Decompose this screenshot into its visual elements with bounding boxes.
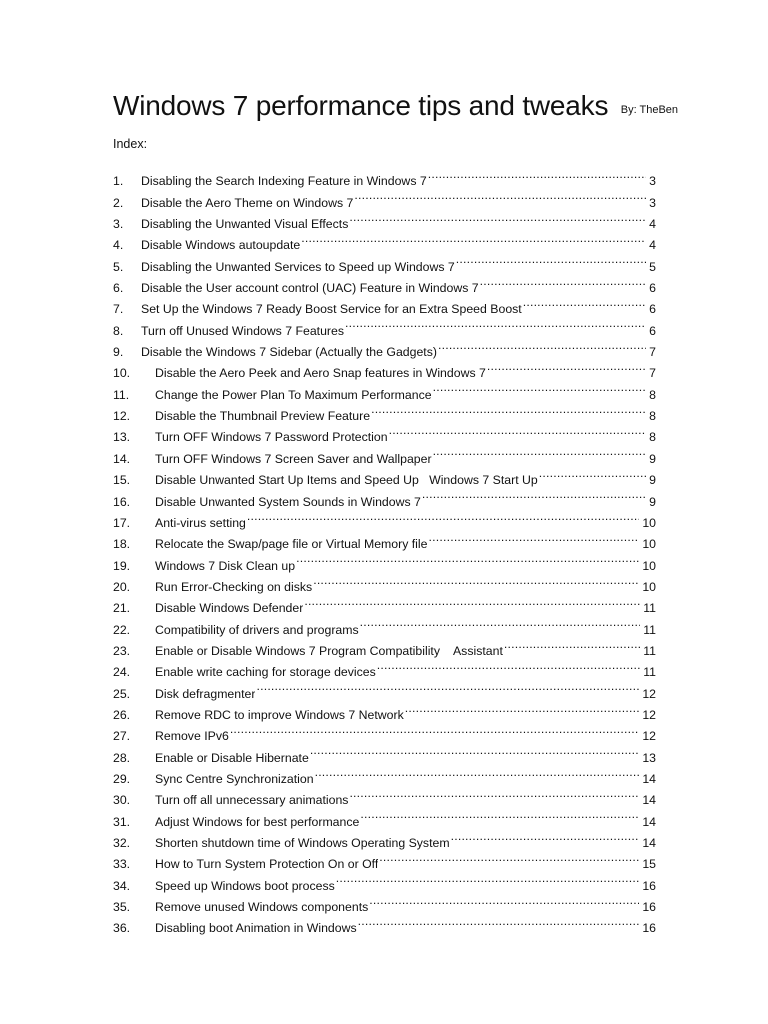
toc-entry-title: Turn OFF Windows 7 Screen Saver and Wallpaper [155,451,432,466]
toc-entry-title: Disable the Windows 7 Sidebar (Actually the Gadgets) [141,345,437,360]
toc-entry-number: 28. [113,750,131,765]
toc-entry-title: Disable the Aero Theme on Windows 7 [141,195,354,210]
table-of-contents [113,164,656,936]
toc-entry-page-number: 6 [649,323,656,338]
toc-entry-number: 9. [113,345,124,360]
toc-entry-title: Disable Unwanted System Sounds in Windows 7 [155,494,421,509]
toc-entry-title: Run Error-Checking on disks [155,579,313,594]
toc-entry-number: 10. [113,366,131,381]
toc-entry-number: 11. [113,387,130,402]
toc-entry-number: 31. [113,814,131,829]
toc-entry-number: 1. [113,174,124,189]
toc-entry-title: Remove IPv6 [155,729,229,744]
toc-entry-number: 14. [113,451,131,466]
toc-entry-number: 29. [113,771,131,786]
toc-entry-number: 18. [113,537,131,552]
toc-entry-page-number: 10 [642,515,656,530]
toc-entry-title: Enable or Disable Hibernate [155,750,309,765]
toc-dot-leader [539,463,646,484]
toc-entry-page-number: 11 [643,643,656,658]
toc-entry-page-number: 7 [649,366,656,381]
toc-dot-leader [296,548,639,569]
toc-entry-page-number: 9 [649,451,656,466]
toc-entry-title: Turn off all unnecessary animations [155,793,349,808]
title-line [113,90,678,122]
toc-entry-title: Set Up the Windows 7 Ready Boost Service for an Extra Speed Boost [141,302,522,317]
toc-dot-leader [369,890,639,911]
toc-entry-title: Compatibility of drivers and programs [155,622,359,637]
toc-dot-leader [304,591,640,612]
toc-entry-number: 8. [113,323,124,338]
toc-dot-leader [360,804,639,825]
toc-entry-number: 30. [113,793,131,808]
toc-entry-page-number: 16 [642,878,656,893]
toc-dot-leader [379,847,639,868]
toc-entry-page-number: 14 [642,771,656,786]
toc-entry-page-number: 10 [642,537,656,552]
toc-dot-leader [428,164,646,185]
toc-entry-number: 7. [113,302,124,317]
toc-entry-number: 26. [113,707,131,722]
toc-entry-number: 13. [113,430,131,445]
toc-entry-number: 5. [113,259,124,274]
toc-entry-title: Disabling boot Animation in Windows [155,921,357,936]
toc-entry-number: 3. [113,217,124,232]
toc-dot-leader [433,441,647,462]
toc-entry-page-number: 16 [642,921,656,936]
toc-entry-number: 15. [113,473,131,488]
toc-dot-leader [523,292,646,313]
toc-entry-title: Remove RDC to improve Windows 7 Network [155,707,404,722]
toc-entry-page-number: 8 [649,430,656,445]
toc-entry-title: Relocate the Swap/page file or Virtual Memory file [155,537,428,552]
toc-entry-title: Change the Power Plan To Maximum Performance [155,387,432,402]
toc-entry-page-number: 8 [649,387,656,402]
toc-dot-leader [377,655,640,676]
toc-entry-page-number: 11 [643,622,656,637]
toc-entry-page-number: 12 [642,707,656,722]
toc-dot-leader [247,506,639,527]
toc-entry-title: Turn off Unused Windows 7 Features [141,323,344,338]
toc-dot-leader [504,634,640,655]
toc-entry-number: 35. [113,900,131,915]
toc-entry-page-number: 11 [643,601,656,616]
toc-entry-title: Disable the User account control (UAC) Feature in Windows 7 [141,281,479,296]
toc-entry-page-number: 4 [649,238,656,253]
toc-entry-page-number: 10 [642,579,656,594]
toc-entry-title: Anti-virus setting [155,515,246,530]
toc-entry-page-number: 9 [649,494,656,509]
toc-entry-page-number: 14 [642,814,656,829]
toc-dot-leader [336,868,640,889]
toc-dot-leader [405,698,640,719]
toc-entry-page-number: 7 [649,345,656,360]
toc-entry-number: 22. [113,622,131,637]
toc-entry-title: Shorten shutdown time of Windows Operating System [155,836,450,850]
toc-entry-number: 2. [113,195,124,210]
toc-dot-leader [429,527,640,548]
toc-entry-title: Speed up Windows boot process [155,878,335,893]
toc-entry-title: Enable write caching for storage devices [155,665,376,680]
toc-entry-title: Disabling the Unwanted Services to Speed up Windows 7 [141,259,455,274]
toc-entry-number: 17. [113,515,131,530]
toc-entry-number: 16. [113,494,131,509]
author-byline: By: TheBen [620,104,679,116]
toc-entry-page-number: 15 [642,857,656,872]
toc-entry-page-number: 3 [649,195,656,210]
toc-entry-title: Disable Unwanted Start Up Items and Speed Up Windows 7 Start Up [155,473,538,488]
toc-entry-number: 33. [113,857,131,872]
toc-dot-leader [358,911,640,932]
toc-entry-number: 24. [113,665,131,680]
toc-entry-title: Turn OFF Windows 7 Password Protection [155,430,388,445]
toc-entry-number: 36. [113,921,131,936]
toc-entry-number: 25. [113,686,131,701]
toc-dot-leader [301,228,646,249]
toc-dot-leader [345,313,646,334]
toc-entry-title: Disable Windows autoupdate [141,238,301,253]
toc-entry-page-number: 12 [642,686,656,701]
toc-entry-number: 12. [113,409,131,424]
toc-entry[interactable] [113,164,656,189]
toc-dot-leader [433,377,647,398]
toc-dot-leader [349,783,639,804]
toc-dot-leader [315,762,640,783]
toc-entry-page-number: 6 [649,302,656,317]
toc-entry-number: 21. [113,601,131,616]
toc-dot-leader [480,271,647,292]
toc-entry-page-number: 10 [642,558,656,573]
toc-entry-page-number: 9 [649,473,656,488]
toc-dot-leader [349,207,646,228]
toc-entry-number: 23. [113,643,131,658]
toc-dot-leader [313,570,639,591]
toc-entry-title: Windows 7 Disk Clean up [155,558,296,573]
toc-entry-page-number: 14 [642,836,656,850]
toc-entry-page-number: 12 [642,729,656,744]
document-title: Windows 7 performance tips and tweaks [113,90,609,121]
toc-entry-title: How to Turn System Protection On or Off [155,857,379,872]
toc-entry-page-number: 3 [649,174,656,189]
toc-entry-page-number: 14 [642,793,656,808]
index-heading: Index: [113,137,148,151]
toc-dot-leader [487,356,646,377]
toc-entry-number: 20. [113,579,131,594]
toc-dot-leader [230,719,640,740]
toc-entry-page-number: 16 [642,900,656,915]
toc-dot-leader [371,399,646,420]
toc-entry-title: Enable or Disable Windows 7 Program Compatibility Assistant [155,643,503,658]
toc-dot-leader [256,676,639,697]
toc-entry-page-number: 6 [649,281,656,296]
toc-dot-leader [389,420,647,441]
toc-entry-title: Disk defragmenter [155,686,256,701]
toc-entry-page-number: 13 [642,750,656,765]
toc-entry-number: 19. [113,558,131,573]
toc-dot-leader [310,740,640,761]
toc-dot-leader [422,484,646,505]
toc-entry-number: 32. [113,836,131,850]
toc-entry-number: 34. [113,878,131,893]
toc-entry-title: Remove unused Windows components [155,900,369,915]
toc-entry-title: Disable the Aero Peek and Aero Snap features in Windows 7 [155,366,486,381]
toc-entry-page-number: 11 [643,665,656,680]
toc-entry-page-number: 4 [649,217,656,232]
toc-dot-leader [360,612,641,633]
toc-entry-title: Sync Centre Synchronization [155,771,314,786]
toc-entry-title: Disabling the Unwanted Visual Effects [141,217,349,232]
toc-entry-title: Disable the Thumbnail Preview Feature [155,409,371,424]
toc-entry-page-number: 8 [649,409,656,424]
toc-dot-leader [354,185,646,206]
toc-entry-number: 6. [113,281,124,296]
toc-dot-leader [438,335,646,356]
toc-entry-title: Disabling the Search Indexing Feature in Windows 7 [141,174,427,189]
toc-entry-title: Adjust Windows for best performance [155,814,360,829]
toc-dot-leader [451,826,640,847]
toc-dot-leader [456,249,646,270]
toc-entry-title: Disable Windows Defender [155,601,304,616]
toc-entry-number: 27. [113,729,131,744]
toc-entry-page-number: 5 [649,259,656,274]
toc-entry-number: 4. [113,238,124,253]
